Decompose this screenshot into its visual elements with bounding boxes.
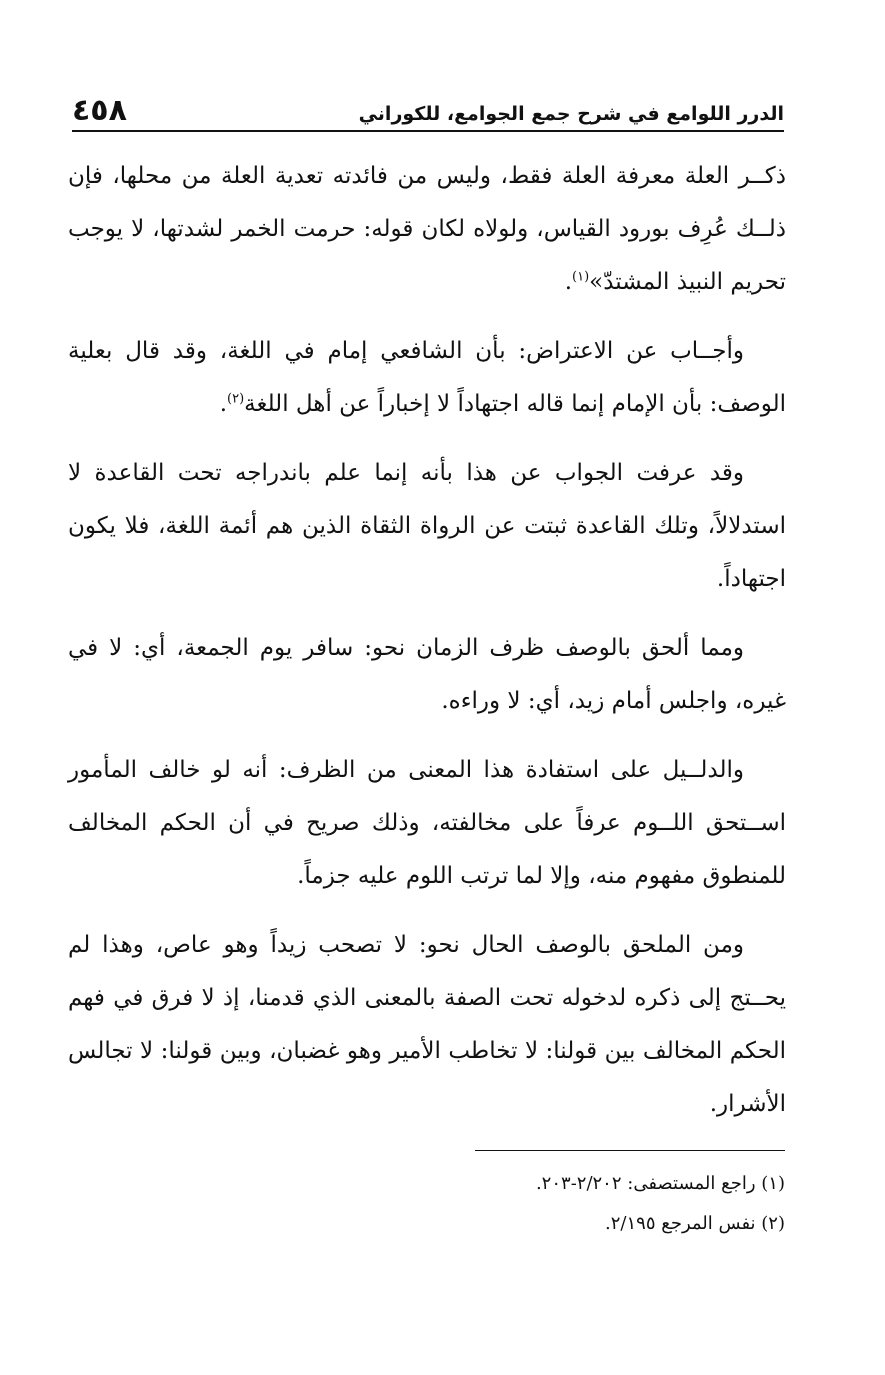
footnote: (١) راجع المستصفى: ٢/٢٠٢-٢٠٣. xyxy=(535,1173,785,1194)
footnote-ref: (١) xyxy=(572,269,590,285)
footnote: (٢) نفس المرجع ٢/١٩٥. xyxy=(605,1213,785,1234)
page-header xyxy=(72,92,784,132)
paragraph: ومن الملحق بالوصف الحال نحو: لا تصحب زيداً وهو عاص، وهذا لم يحــتج إلى ذكره لدخوله تحت الصفة بالمعنى الذي قدمنا، إذ لا فرق في فهم الحكم المخالف بين قولنا: لا تخاطب الأمير وهو غضبان، وبين قولنا: لا تجالس الأشرار. xyxy=(68,932,786,1117)
paragraph: ومما ألحق بالوصف ظرف الزمان نحو: سافر يوم الجمعة، أي: لا في غيره، واجلس أمام زيد، أي: لا وراءه. xyxy=(68,635,786,714)
running-title: الدرر اللوامع في شرح جمع الجوامع، للكوراني xyxy=(358,103,784,125)
paragraph: والدلــيل على استفادة هذا المعنى من الظرف: أنه لو خالف المأمور اســتحق اللــوم عرفاً على مخالفته، وذلك صريح في أن الحكم المخالف للمنطوق مفهوم منه، وإلا لما ترتب اللوم عليه جزماً. xyxy=(68,757,786,889)
paragraph xyxy=(68,325,786,431)
footnote-separator xyxy=(475,1150,785,1151)
footnotes xyxy=(85,1164,785,1244)
paragraph xyxy=(68,150,786,309)
body-text xyxy=(68,150,786,1147)
paragraph: وقد عرفت الجواب عن هذا بأنه إنما علم باندراجه تحت القاعدة لا استدلالاً، وتلك القاعدة ثبتت عن الرواة الثقاة الذين هم أئمة اللغة، فلا يكون اجتهاداً. xyxy=(68,460,786,592)
paragraph-end: . xyxy=(564,269,572,295)
page-number: ٤٥٨ xyxy=(72,93,127,128)
paragraph-text: وأجــاب عن الاعتراض: بأن الشافعي إمام في اللغة، وقد قال بعلية الوصف: بأن الإمام إنما قاله اجتهاداً لا إخباراً عن أهل اللغة xyxy=(68,338,786,417)
paragraph-text: ذكــر العلة معرفة العلة فقط، وليس من فائدته تعدية العلة من محلها، فإن ذلــك عُرِف بورود القياس، ولولاه لكان قوله: حرمت الخمر لشدتها، لا يوجب تحريم النبيذ المشتدّ» xyxy=(68,163,786,295)
paragraph-end: . xyxy=(219,391,227,417)
footnote-ref: (٢) xyxy=(227,391,245,407)
